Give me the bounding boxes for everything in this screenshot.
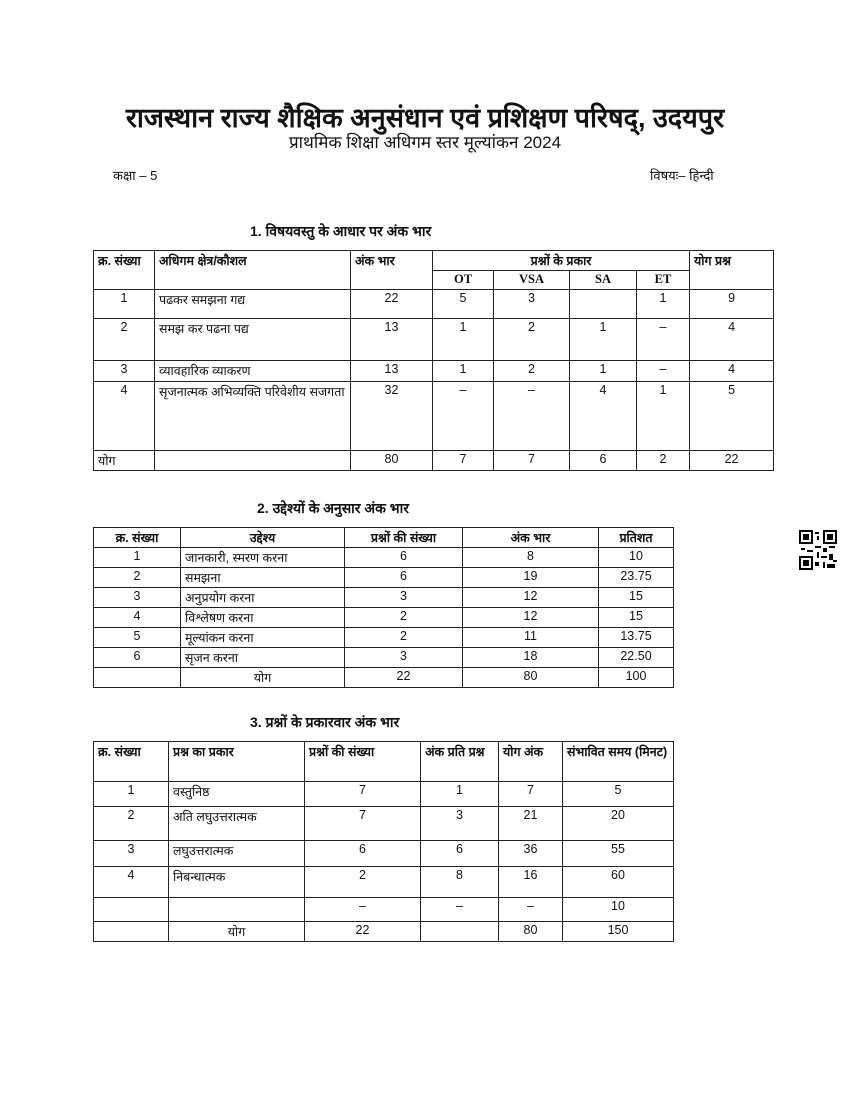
column-header: प्रतिशत: [599, 528, 674, 548]
table-cell: 16: [499, 867, 563, 898]
table-cell: 4: [94, 867, 169, 898]
table-cell: [94, 922, 169, 942]
header-total: योग प्रश्न: [690, 251, 774, 290]
table-cell: [94, 668, 181, 688]
column-header: उद्देश्य: [181, 528, 345, 548]
table-row: [94, 898, 674, 922]
table-cell: 18: [463, 648, 599, 668]
table-cell: –: [637, 319, 690, 361]
table-cell: 3: [94, 588, 181, 608]
table-cell: 2: [94, 807, 169, 841]
table-cell: 5: [94, 628, 181, 648]
column-header: प्रश्नों की संख्या: [345, 528, 463, 548]
table-cell: 5: [563, 782, 674, 807]
table-cell: 22: [345, 668, 463, 688]
table-cell: [570, 290, 637, 319]
table-cell: 22: [351, 290, 433, 319]
table-cell: 9: [690, 290, 774, 319]
table-row: [94, 382, 774, 451]
header-area: अधिगम क्षेत्र/कौशल: [155, 251, 351, 290]
table-cell: 1: [94, 290, 155, 319]
table-cell: 6: [94, 648, 181, 668]
table-cell: अति लघुउत्तरात्मक: [169, 807, 305, 841]
table-row: [94, 782, 674, 807]
table-row: [94, 319, 774, 361]
table-cell: 6: [345, 548, 463, 568]
table-cell: 3: [421, 807, 499, 841]
table-cell: 7: [305, 807, 421, 841]
table-cell: 3: [345, 648, 463, 668]
table-cell: 150: [563, 922, 674, 942]
column-header: क्र. संख्या: [94, 528, 181, 548]
table-cell: –: [494, 382, 570, 451]
table-cell: 4: [570, 382, 637, 451]
table-cell: 7: [305, 782, 421, 807]
table-cell: 22.50: [599, 648, 674, 668]
table-cell: 15: [599, 588, 674, 608]
table-cell: 20: [563, 807, 674, 841]
table-row: [94, 361, 774, 382]
table-cell: 6: [570, 451, 637, 471]
table2-title: 2. उद्देश्यों के अनुसार अंक भार: [257, 500, 409, 516]
table-cell: 2: [345, 608, 463, 628]
table-cell: विश्लेषण करना: [181, 608, 345, 628]
header-et: ET: [637, 271, 690, 290]
table-cell: 2: [305, 867, 421, 898]
table-cell: मूल्यांकन करना: [181, 628, 345, 648]
table-row: [94, 290, 774, 319]
table-cell: 7: [499, 782, 563, 807]
table-cell: 1: [421, 782, 499, 807]
subject-label: विषयः– हिन्दी: [650, 168, 714, 183]
table3-title: 3. प्रश्नों के प्रकारवार अंक भार: [250, 714, 400, 730]
table-cell: सृजन करना: [181, 648, 345, 668]
column-header: अंक भार: [463, 528, 599, 548]
table-cell: वस्तुनिष्ठ: [169, 782, 305, 807]
table-cell: 6: [421, 841, 499, 867]
table-cell: –: [499, 898, 563, 922]
table-cell: अनुप्रयोग करना: [181, 588, 345, 608]
table-cell: 7: [494, 451, 570, 471]
table-cell: 36: [499, 841, 563, 867]
table-cell: 13.75: [599, 628, 674, 648]
column-header: प्रश्नों की संख्या: [305, 742, 421, 782]
table-cell: –: [433, 382, 494, 451]
table-row: [94, 588, 674, 608]
qr-code-icon: [799, 530, 837, 570]
table-cell: 10: [599, 548, 674, 568]
question-type-weightage-table: [93, 741, 674, 942]
table-cell: 1: [433, 361, 494, 382]
table-cell: 22: [690, 451, 774, 471]
table-cell: [421, 922, 499, 942]
column-header: अंक प्रति प्रश्न: [421, 742, 499, 782]
table-cell: 6: [305, 841, 421, 867]
table-cell: 2: [345, 628, 463, 648]
table-cell: निबन्धात्मक: [169, 867, 305, 898]
table-cell: सृजनात्मक अभिव्यक्ति परिवेशीय सजगता: [155, 382, 351, 451]
table-cell: 23.75: [599, 568, 674, 588]
table-cell: 55: [563, 841, 674, 867]
table-cell: 1: [433, 319, 494, 361]
table1-title: 1. विषयवस्तु के आधार पर अंक भार: [250, 223, 432, 239]
table-cell: 11: [463, 628, 599, 648]
table-cell: 2: [94, 568, 181, 588]
table-cell: 7: [433, 451, 494, 471]
table-cell: 19: [463, 568, 599, 588]
table-cell: लघुउत्तरात्मक: [169, 841, 305, 867]
header-vsa: VSA: [494, 271, 570, 290]
table-cell: 2: [494, 319, 570, 361]
table-cell: 4: [690, 361, 774, 382]
header-sa: SA: [570, 271, 637, 290]
table-cell: 22: [305, 922, 421, 942]
table-cell: 2: [637, 451, 690, 471]
header-ot: OT: [433, 271, 494, 290]
table-cell: –: [305, 898, 421, 922]
table-row: [94, 922, 674, 942]
table-row: [94, 807, 674, 841]
table-cell: 4: [690, 319, 774, 361]
table-row: [94, 451, 774, 471]
table-cell: [155, 451, 351, 471]
table-cell: 1: [570, 319, 637, 361]
table-cell: 100: [599, 668, 674, 688]
table-cell: 12: [463, 588, 599, 608]
table-cell: 2: [94, 319, 155, 361]
table-cell: 2: [494, 361, 570, 382]
table-cell: 1: [94, 782, 169, 807]
table-cell: 3: [345, 588, 463, 608]
column-header: योग अंक: [499, 742, 563, 782]
table-cell: समझ कर पढना पद्य: [155, 319, 351, 361]
table-cell: –: [637, 361, 690, 382]
table-cell: 80: [463, 668, 599, 688]
table1-body: [94, 290, 774, 471]
table-row: [94, 841, 674, 867]
table-cell: 1: [570, 361, 637, 382]
table-cell: 15: [599, 608, 674, 628]
table-cell: 4: [94, 608, 181, 628]
table-cell: योग: [94, 451, 155, 471]
table-cell: जानकारी, स्मरण करना: [181, 548, 345, 568]
column-header: प्रश्न का प्रकार: [169, 742, 305, 782]
table-cell: समझना: [181, 568, 345, 588]
table-cell: 8: [463, 548, 599, 568]
table-cell: 1: [637, 290, 690, 319]
table-cell: योग: [181, 668, 345, 688]
table-cell: 5: [433, 290, 494, 319]
column-header: क्र. संख्या: [94, 742, 169, 782]
table-cell: व्यावहारिक व्याकरण: [155, 361, 351, 382]
table-cell: पढकर समझना गद्य: [155, 290, 351, 319]
table-cell: 80: [351, 451, 433, 471]
table-cell: 8: [421, 867, 499, 898]
table-cell: 1: [637, 382, 690, 451]
header-question-types: प्रश्नों के प्रकार: [433, 251, 690, 271]
table-cell: 4: [94, 382, 155, 451]
table-cell: [94, 898, 169, 922]
table-cell: 3: [94, 361, 155, 382]
table-cell: 32: [351, 382, 433, 451]
header-sno: क्र. संख्या: [94, 251, 155, 290]
table-cell: –: [421, 898, 499, 922]
table-cell: 60: [563, 867, 674, 898]
table-cell: 5: [690, 382, 774, 451]
document-title: राजस्थान राज्य शैक्षिक अनुसंधान एवं प्रशिक्षण परिषद्, उदयपुर: [125, 103, 725, 133]
table-row: [94, 628, 674, 648]
table-row: [94, 867, 674, 898]
class-label: कक्षा – 5: [113, 168, 158, 183]
column-header: संभावित समय (मिनट): [563, 742, 674, 782]
table-row: [94, 668, 674, 688]
table-cell: 3: [494, 290, 570, 319]
table-row: [94, 648, 674, 668]
table-cell: 12: [463, 608, 599, 628]
objective-weightage-table: [93, 527, 674, 688]
table-cell: 1: [94, 548, 181, 568]
table-cell: 21: [499, 807, 563, 841]
table-cell: 10: [563, 898, 674, 922]
table3-body: [94, 782, 674, 942]
table-cell: 6: [345, 568, 463, 588]
table-cell: 13: [351, 319, 433, 361]
table-row: [94, 568, 674, 588]
header-marks: अंक भार: [351, 251, 433, 290]
table-cell: 80: [499, 922, 563, 942]
document-subtitle: प्राथमिक शिक्षा अधिगम स्तर मूल्यांकन 2024: [288, 133, 562, 152]
table2-body: [94, 548, 674, 688]
table-cell: योग: [169, 922, 305, 942]
table-cell: [169, 898, 305, 922]
table-cell: 3: [94, 841, 169, 867]
table-cell: 13: [351, 361, 433, 382]
table-row: [94, 548, 674, 568]
table-row: [94, 608, 674, 628]
content-weightage-table: [93, 250, 774, 471]
